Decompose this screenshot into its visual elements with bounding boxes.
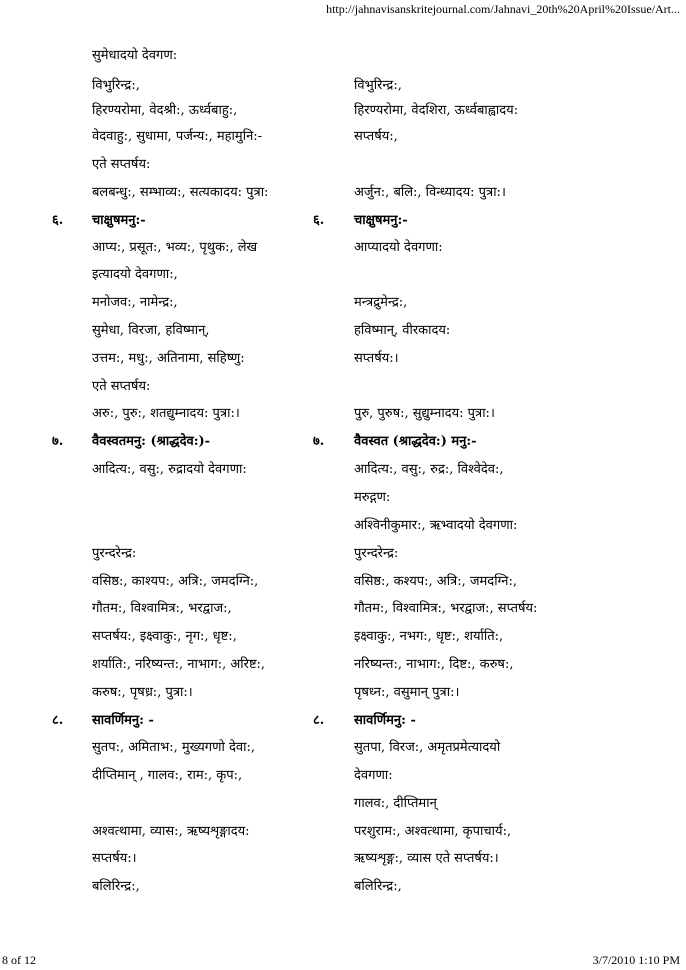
text-line: इत्यादयो देवगणा:, xyxy=(92,267,178,282)
text-line: अर्जुन:, बलि:, विन्ध्यादय: पुत्रा:। xyxy=(354,185,506,200)
text-line: पुरु, पुरुष:, सुद्युम्नादय: पुत्रा:। xyxy=(354,406,495,421)
text-line: सप्तर्षय:, इक्ष्वाकु:, नृग:, धृष्ट:, xyxy=(92,629,237,644)
text-line: मन्त्रद्रुमेन्द्र:, xyxy=(354,295,408,310)
text-line: विभुरिन्द्र:, xyxy=(354,78,402,93)
text-line: हिरण्यरोमा, वेदशिरा, ऊर्ध्वबाह्वादय: xyxy=(354,103,519,118)
text-line: आदित्य:, वसु:, रुद्र:, विश्वेदेव:, xyxy=(354,462,504,477)
text-line: करुष:, पृषध्र:, पुत्रा:। xyxy=(92,685,193,700)
section-number: ८. xyxy=(52,713,64,728)
text-line: सुमेधा, विरजा, हविष्मान्, xyxy=(92,323,210,338)
text-line: आदित्य:, वसु:, रुद्रादयो देवगणा: xyxy=(92,462,247,477)
section-heading: चाक्षुषमनु:- xyxy=(92,213,146,228)
text-line: हविष्मान्, वीरकादय: xyxy=(354,323,451,338)
text-line: बलबन्धु:, सम्भाव्य:, सत्यकादय: पुत्रा: xyxy=(92,185,269,200)
text-line: आप्य:, प्रसूत:, भव्य:, पृथुक:, लेख xyxy=(92,240,258,255)
text-line: गौतम:, विश्वामित्र:, भरद्वाज:, सप्तर्षय: xyxy=(354,601,538,616)
text-line: शर्याति:, नरिष्यन्त:, नाभाग:, अरिष्ट:, xyxy=(92,657,266,672)
text-line: सुमेधादयो देवगण: xyxy=(92,48,178,63)
page-url: http://jahnavisanskritejournal.com/Jahnavi_20th%20April%20Issue/Art... xyxy=(326,2,680,16)
text-line: एते सप्तर्षय: xyxy=(92,157,151,172)
text-line: एते सप्तर्षय: xyxy=(92,379,151,394)
section-number: ७. xyxy=(313,434,325,449)
text-line: सुतप:, अमिताभ:, मुख्यगणो देवा:, xyxy=(92,740,256,755)
print-datetime: 3/7/2010 1:10 PM xyxy=(592,953,680,967)
text-line: बलिरिन्द्र:, xyxy=(92,879,140,894)
section-heading: सावर्णिमनु: - xyxy=(92,713,154,728)
section-number: ६. xyxy=(52,213,64,228)
text-line: इक्ष्वाकु:, नभग:, धृष्ट:, शर्याति:, xyxy=(354,629,504,644)
section-heading: चाक्षुषमनु:- xyxy=(354,213,408,228)
section-heading: वैवस्वतमनु: (श्राद्धदेव:)- xyxy=(92,434,211,449)
text-line: आप्यादयो देवगणा: xyxy=(354,240,443,255)
text-line: वसिष्ठ:, कश्यप:, अत्रि:, जमदग्नि:, xyxy=(354,574,517,589)
text-line: विभुरिन्द्र:, xyxy=(92,78,140,93)
section-number: ७. xyxy=(52,434,64,449)
text-line: पुरन्दरेन्द्र: xyxy=(354,546,399,561)
text-line: अश्वत्थामा, व्यास:, ऋष्यशृङ्गादय: xyxy=(92,824,250,839)
text-line: सप्तर्षय:, xyxy=(354,129,398,144)
section-number: ६. xyxy=(313,213,325,228)
text-line: वसिष्ठ:, काश्यप:, अत्रि:, जमदग्नि:, xyxy=(92,574,259,589)
text-line: सप्तर्षय:। xyxy=(92,851,137,866)
section-number: ८. xyxy=(313,713,325,728)
text-line: गालव:, दीप्तिमान् xyxy=(354,796,437,811)
text-line: पृषध्न:, वसुमान् पुत्रा:। xyxy=(354,685,460,700)
text-line: पुरन्दरेन्द्र: xyxy=(92,546,137,561)
text-line: गौतम:, विश्वामित्र:, भरद्वाज:, xyxy=(92,601,232,616)
text-line: अश्विनीकुमार:, ऋभ्वादयो देवगणा: xyxy=(354,518,518,533)
section-heading: सावर्णिमनु: - xyxy=(354,713,416,728)
page-count: 8 of 12 xyxy=(2,953,36,967)
text-line: दीप्तिमान् , गालव:, राम:, कृप:, xyxy=(92,768,243,783)
text-line: उत्तम:, मधु:, अतिनामा, सहिष्णु: xyxy=(92,351,245,366)
text-line: मरुद्गण: xyxy=(354,490,391,505)
text-line: मनोजव:, नामेन्द्र:, xyxy=(92,295,178,310)
text-line: हिरण्यरोमा, वेदश्री:, ऊर्ध्वबाहु:, xyxy=(92,103,238,118)
text-line: बलिरिन्द्र:, xyxy=(354,879,402,894)
text-line: ऋष्यशृङ्ग:, व्यास एते सप्तर्षय:। xyxy=(354,851,499,866)
section-heading: वैवस्वत (श्राद्धदेव:) मनु:- xyxy=(354,434,477,449)
text-line: अरु:, पुरु:, शतद्युम्नादय: पुत्रा:। xyxy=(92,406,240,421)
text-line: सप्तर्षय:। xyxy=(354,351,399,366)
text-line: परशुराम:, अश्वत्थामा, कृपाचार्य:, xyxy=(354,824,512,839)
text-line: सुतपा, विरज:, अमृतप्रमेत्यादयो xyxy=(354,740,501,755)
text-line: देवगणा: xyxy=(354,768,393,783)
text-line: वेदवाहु:, सुधामा, पर्जन्य:, महामुनि:- xyxy=(92,129,263,144)
text-line: नरिष्यन्त:, नाभाग:, दिष्ट:, करुष:, xyxy=(354,657,514,672)
